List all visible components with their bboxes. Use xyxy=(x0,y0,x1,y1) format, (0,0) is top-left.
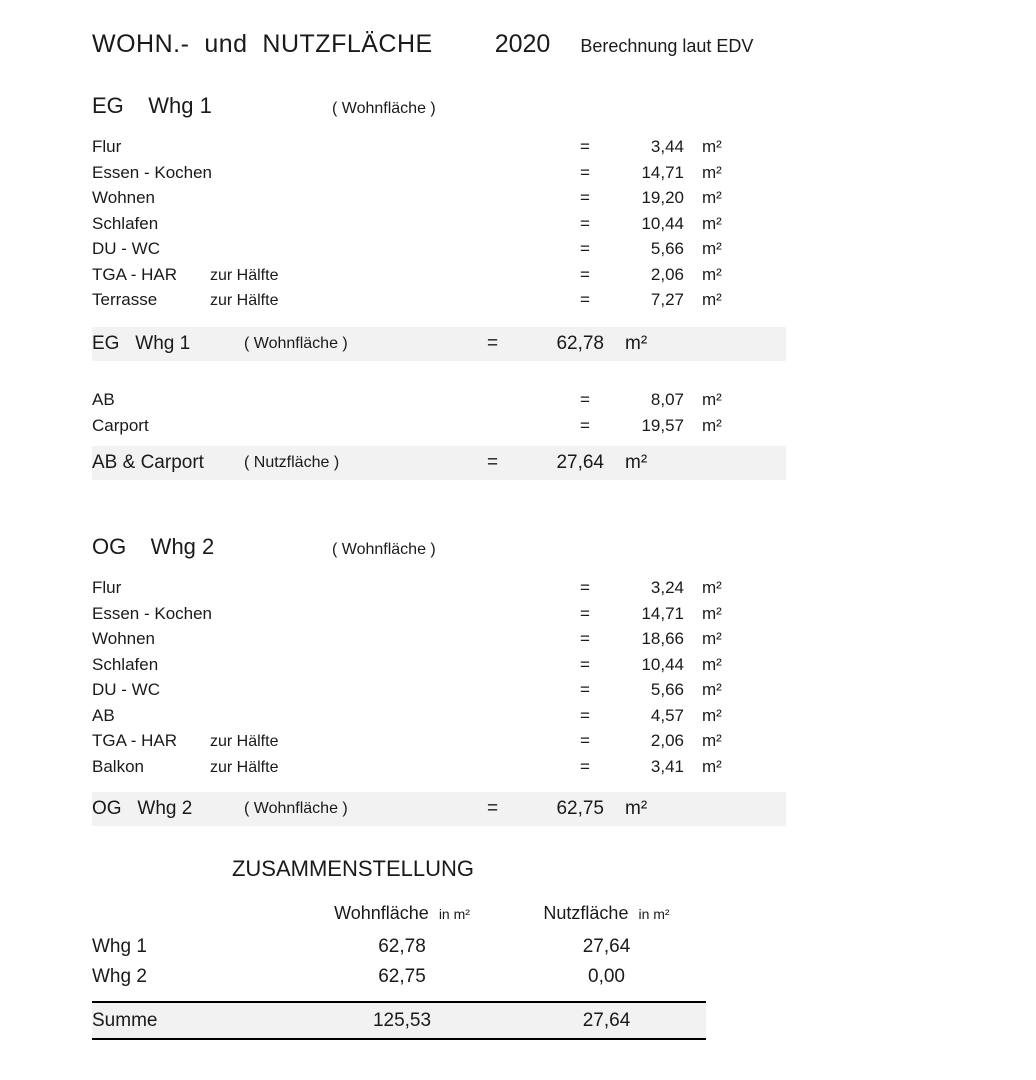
column-header-wohnflaeche-label: Wohnfläche xyxy=(334,903,429,923)
room-list-og-whg2 xyxy=(92,578,792,782)
equals-sign: = xyxy=(580,603,590,623)
summary-value: 27,64 xyxy=(556,452,604,473)
room-row xyxy=(92,706,792,732)
equals-sign: = xyxy=(580,162,590,182)
room-name: Essen - Kochen xyxy=(92,603,213,623)
summary-value: 62,75 xyxy=(556,798,604,819)
room-name: Balkon xyxy=(92,756,144,776)
room-area-unit: m² xyxy=(702,756,722,776)
room-area-value: 4,57 xyxy=(650,705,684,725)
room-area-unit: m² xyxy=(702,290,722,309)
room-name: AB xyxy=(92,705,115,725)
room-area-unit: m² xyxy=(702,629,722,648)
section-summary-ab-carport xyxy=(92,446,786,480)
room-area-unit: m² xyxy=(702,578,722,597)
zusammenstellung-table xyxy=(92,903,706,1040)
room-row xyxy=(92,214,792,240)
room-note: zur Hälfte xyxy=(210,758,279,776)
room-area-value: 18,66 xyxy=(641,629,684,648)
room-row xyxy=(92,416,792,442)
table-row xyxy=(92,966,706,996)
equals-sign: = xyxy=(580,731,590,750)
room-area-value: 3,24 xyxy=(650,578,684,597)
column-header-wohnflaeche xyxy=(297,903,507,924)
equals-sign: = xyxy=(580,213,590,233)
row-nutzflaeche-value: 0,00 xyxy=(588,966,625,987)
room-name: Schlafen xyxy=(92,654,159,674)
room-area-unit: m² xyxy=(702,680,722,699)
room-row xyxy=(92,290,792,316)
equals-sign: = xyxy=(580,705,590,725)
room-row xyxy=(92,188,792,214)
room-note: zur Hälfte xyxy=(210,266,279,284)
room-row xyxy=(92,655,792,681)
equals-sign: = xyxy=(580,654,590,674)
room-area-unit: m² xyxy=(702,239,722,258)
room-area-value: 10,44 xyxy=(641,654,684,674)
equals-sign: = xyxy=(580,680,590,699)
room-name: DU - WC xyxy=(92,239,160,258)
total-wohnflaeche-value: 125,53 xyxy=(372,1009,432,1031)
room-row xyxy=(92,680,792,706)
room-area-unit: m² xyxy=(702,705,722,725)
room-name: Flur xyxy=(92,137,122,156)
row-wohnflaeche-value: 62,78 xyxy=(378,936,426,957)
room-area-value: 10,44 xyxy=(641,213,684,233)
summary-unit: m² xyxy=(625,452,648,473)
room-list-eg-whg1 xyxy=(92,137,792,316)
room-area-unit: m² xyxy=(702,137,722,156)
total-nutzflaeche-value: 27,64 xyxy=(582,1009,631,1031)
room-row xyxy=(92,604,792,630)
room-area-value: 3,41 xyxy=(650,756,684,776)
column-header-nutzflaeche-unit: in m² xyxy=(638,906,670,922)
equals-sign: = xyxy=(487,333,499,354)
room-row xyxy=(92,578,792,604)
room-name: Flur xyxy=(92,578,122,597)
table-header-row xyxy=(92,903,706,936)
room-name: Wohnen xyxy=(92,188,156,207)
section-heading-note: ( Wohnfläche ) xyxy=(332,541,436,558)
room-note: zur Hälfte xyxy=(210,292,279,309)
equals-sign: = xyxy=(580,578,590,597)
column-header-nutzflaeche-label: Nutzfläche xyxy=(543,903,629,923)
room-name: Schlafen xyxy=(92,213,159,233)
room-list-ab-carport xyxy=(92,390,792,441)
summary-note: ( Wohnfläche ) xyxy=(244,800,348,817)
equals-sign: = xyxy=(580,629,590,648)
equals-sign: = xyxy=(580,756,590,776)
summary-value: 62,78 xyxy=(556,333,604,354)
room-area-value: 7,27 xyxy=(650,290,684,309)
equals-sign: = xyxy=(580,137,590,156)
section-heading-note: ( Wohnfläche ) xyxy=(332,100,436,117)
summary-label: EG Whg 1 xyxy=(92,333,191,354)
summary-note: ( Nutzfläche ) xyxy=(244,454,340,471)
document-title-row xyxy=(92,30,753,59)
room-name: TGA - HAR xyxy=(92,264,178,284)
room-row xyxy=(92,163,792,189)
room-row xyxy=(92,757,792,783)
section-summary-og-whg2 xyxy=(92,792,786,826)
room-name: Terrasse xyxy=(92,290,158,309)
equals-sign: = xyxy=(580,415,590,435)
room-note: zur Hälfte xyxy=(210,733,279,750)
room-name: DU - WC xyxy=(92,680,160,699)
section-heading-eg-whg1 xyxy=(92,93,436,119)
summary-label: OG Whg 2 xyxy=(92,798,193,819)
room-row xyxy=(92,137,792,163)
room-area-value: 19,57 xyxy=(641,415,684,435)
room-area-unit: m² xyxy=(702,213,722,233)
room-row xyxy=(92,629,792,655)
equals-sign: = xyxy=(487,452,499,473)
column-header-wohnflaeche-unit: in m² xyxy=(438,906,470,922)
room-area-value: 5,66 xyxy=(650,680,684,699)
column-header-nutzflaeche xyxy=(507,903,706,924)
table-row xyxy=(92,936,706,966)
room-area-unit: m² xyxy=(702,415,722,435)
total-label: Summe xyxy=(92,1009,158,1031)
page-title: WOHN.- und NUTZFLÄCHE xyxy=(92,30,433,58)
table-total-row xyxy=(92,1001,706,1040)
room-name: Carport xyxy=(92,415,149,435)
room-area-value: 5,66 xyxy=(650,239,684,258)
section-heading-label: OG Whg 2 xyxy=(92,534,215,559)
room-row xyxy=(92,239,792,265)
room-name: TGA - HAR xyxy=(92,731,178,750)
title-note: Berechnung laut EDV xyxy=(580,36,754,56)
summary-unit: m² xyxy=(625,798,648,819)
room-row xyxy=(92,731,792,757)
equals-sign: = xyxy=(580,290,590,309)
room-area-value: 14,71 xyxy=(641,162,684,182)
equals-sign: = xyxy=(580,239,590,258)
room-area-value: 8,07 xyxy=(650,390,684,409)
equals-sign: = xyxy=(580,264,590,284)
summary-note: ( Wohnfläche ) xyxy=(244,335,348,352)
room-area-unit: m² xyxy=(702,603,722,623)
row-wohnflaeche-value: 62,75 xyxy=(378,966,426,987)
room-area-unit: m² xyxy=(702,654,722,674)
title-year: 2020 xyxy=(494,30,551,58)
room-area-unit: m² xyxy=(702,731,722,750)
summary-label: AB & Carport xyxy=(92,452,204,473)
row-nutzflaeche-value: 27,64 xyxy=(582,936,631,957)
room-area-value: 2,06 xyxy=(650,264,684,284)
room-area-unit: m² xyxy=(702,264,722,284)
zusammenstellung-title: ZUSAMMENSTELLUNG xyxy=(231,856,475,881)
room-area-unit: m² xyxy=(702,188,722,207)
room-name: Wohnen xyxy=(92,629,156,648)
room-row xyxy=(92,390,792,416)
room-area-value: 3,44 xyxy=(650,137,684,156)
room-area-value: 14,71 xyxy=(641,603,684,623)
row-label: Whg 1 xyxy=(92,936,147,957)
row-label: Whg 2 xyxy=(92,966,147,987)
room-area-value: 2,06 xyxy=(650,731,684,750)
section-heading-og-whg2 xyxy=(92,534,436,560)
room-area-unit: m² xyxy=(702,390,722,409)
room-name: AB xyxy=(92,390,115,409)
equals-sign: = xyxy=(580,390,590,409)
summary-unit: m² xyxy=(625,333,648,354)
room-area-value: 19,20 xyxy=(641,188,684,207)
section-heading-label: EG Whg 1 xyxy=(92,93,212,118)
room-area-unit: m² xyxy=(702,162,722,182)
room-row xyxy=(92,265,792,291)
equals-sign: = xyxy=(487,798,499,819)
equals-sign: = xyxy=(580,188,590,207)
section-summary-eg-whg1 xyxy=(92,327,786,361)
room-name: Essen - Kochen xyxy=(92,162,213,182)
